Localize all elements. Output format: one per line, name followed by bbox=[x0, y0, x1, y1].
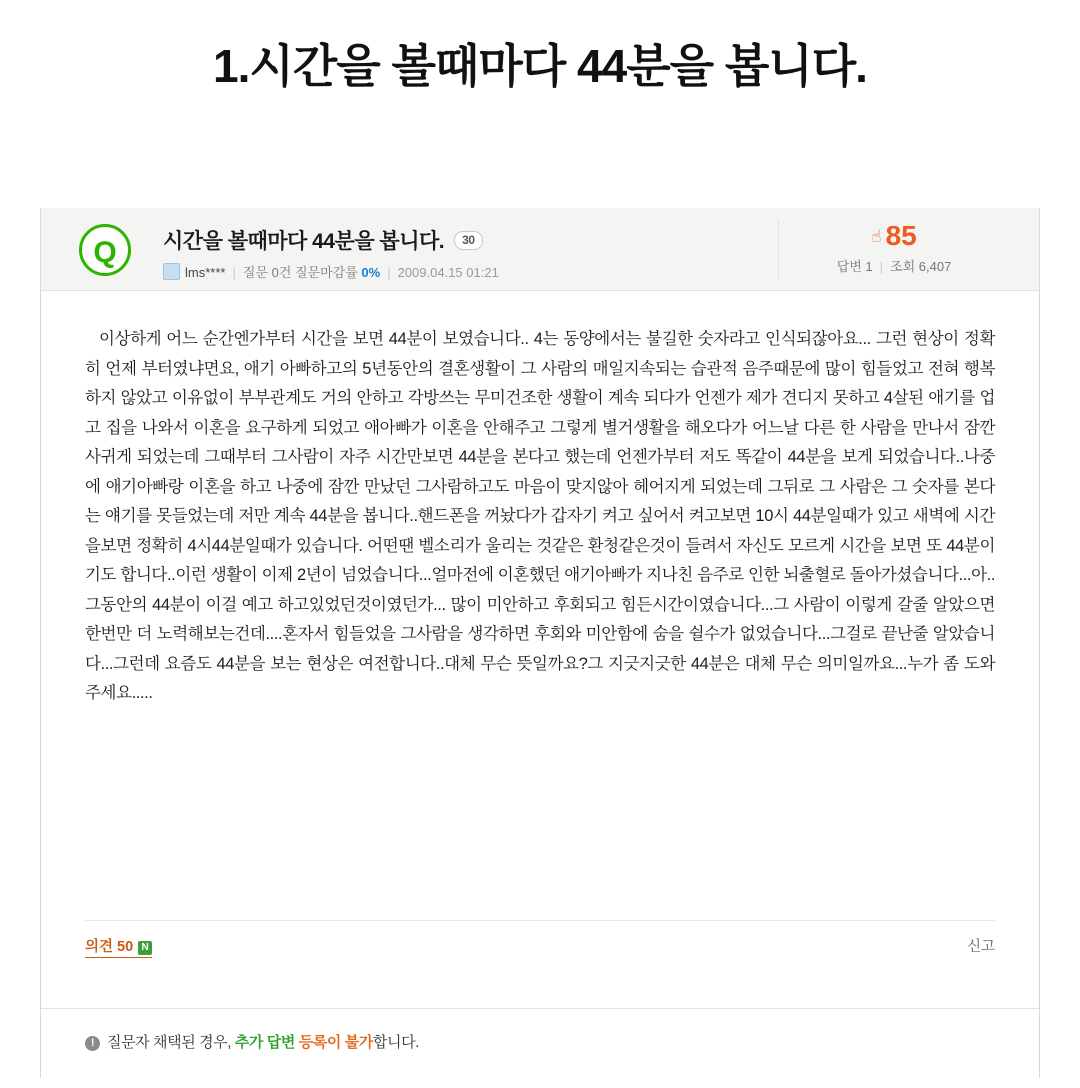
vote-count bbox=[779, 220, 1009, 253]
vote-sub bbox=[779, 256, 1009, 275]
close-rate-value: 0% bbox=[361, 265, 381, 280]
question-date: 2009.04.15 01:21 bbox=[397, 265, 499, 280]
report-link[interactable]: 신고 bbox=[966, 939, 995, 955]
vote-separator: | bbox=[879, 259, 884, 274]
meta-separator-2: | bbox=[387, 265, 391, 280]
question-body-text: 이상하게 어느 순간엔가부터 시간을 보면 44분이 보였습니다.. 4는 동양에서는 불길한 숫자라고 인식되잖아요... 그런 현상이 정확히 언제 부터였냐면요, 애기 아빠하고의 5년동안의 결혼생활이 그 사람의 매일지속되는 습관적 음주때문에 많이 힘들었고 전혀 행복하지 않았고 이유없이 부부관계도 거의 안하고 각방쓰는 무미건조한 생활이 계속 되다가 언젠가 제가 견디지 못하고 4살된 애기를 업고 집을 나와서 이혼을 요구하게 되었고 애아빠가 이혼을 안해주고 그렇게 별거생활을 해오다가 어느날 다른 한 사람을 만나서 잠깐 사귀게 되었는데 그때부터 그사람이 자주 시간만보면 44분을 본다고 했는데 언젠가부터 저도 똑같이 44분을 보게 되었습니다..나중에 애기아빠랑 이혼을 하고 나중에 잠깐 만났던 그사람하고도 마음이 맞지않아 헤어지게 되었는데 그뒤로 그 사람은 그 숫자를 본다는 얘기를 못들었는데 저만 계속 44분을 봅니다..핸드폰을 꺼놨다가 갑자기 켜고 싶어서 켜고보면 10시 44분일때가 있고 새벽에 시간을보면 정확히 4시44분일때가 있습니다. 어떤땐 벨소리가 울리는 것같은 환청같은것이 들려서 자신도 모르게 시간을 보면 또 44분이기도 합니다..이런 생활이 이제 2년이 넘었습니다...얼마전에 이혼했던 애기아빠가 지나친 음주로 인한 뇌출혈로 돌아가셨습니다...아..그동안의 44분이 이걸 예고 하고있었던것이였던가... 많이 미안하고 후회되고 힘든시간이였습니다...그 사람이 이렇게 갈줄 알았으면 한번만 더 노력해보는건데....혼자서 힘들었을 그사람을 생각하면 후회와 미안함에 숨을 쉴수가 없었습니다...그걸로 끝난줄 알았습니다...그런데 요즘도 44분을 보는 현상은 여전합니다..대체 무슨 뜻일까요?그 지긋지긋한 44분은 대체 무슨 의미일까요...누가 좀 도와주세요..... bbox=[85, 330, 995, 702]
new-badge-icon: N bbox=[138, 941, 152, 955]
page-title: 1.시간을 볼때마다 44분을 봅니다. bbox=[213, 40, 867, 92]
view-count-label: 조회 6,407 bbox=[890, 259, 952, 274]
notice-highlight-green: 추가 답변 bbox=[234, 1034, 295, 1051]
question-footer bbox=[85, 920, 995, 981]
question-title-text: 시간을 볼때마다 44분을 봅니다. bbox=[163, 230, 445, 253]
notice-prefix: 질문자 채택된 경우, bbox=[107, 1034, 235, 1051]
question-header bbox=[41, 208, 1039, 291]
meta-separator: | bbox=[232, 265, 236, 280]
writer-avatar-icon bbox=[163, 263, 180, 280]
opinion-label: 의견 50 bbox=[85, 939, 134, 955]
vote-box bbox=[778, 220, 1009, 278]
opinion-link[interactable] bbox=[85, 935, 152, 958]
notice-bar bbox=[41, 1008, 1039, 1079]
notice-text bbox=[41, 1009, 1039, 1052]
question-title bbox=[163, 225, 483, 255]
question-body bbox=[41, 291, 1039, 709]
question-meta bbox=[163, 262, 499, 281]
writer-id[interactable]: lms**** bbox=[185, 265, 226, 280]
question-count-label: 질문 0건 질문마감률 bbox=[242, 265, 358, 280]
vote-count-value: 85 bbox=[885, 220, 917, 251]
info-icon: ! bbox=[85, 1036, 100, 1051]
thumb-up-icon[interactable]: ☝ bbox=[871, 227, 882, 246]
reply-count-badge: 30 bbox=[454, 231, 482, 250]
notice-highlight-orange: 등록이 불가 bbox=[298, 1034, 373, 1051]
question-card bbox=[40, 208, 1040, 1078]
notice-suffix: 합니다. bbox=[372, 1034, 419, 1051]
question-badge-icon: Q bbox=[79, 224, 131, 276]
answer-count-label: 답변 1 bbox=[836, 259, 873, 274]
